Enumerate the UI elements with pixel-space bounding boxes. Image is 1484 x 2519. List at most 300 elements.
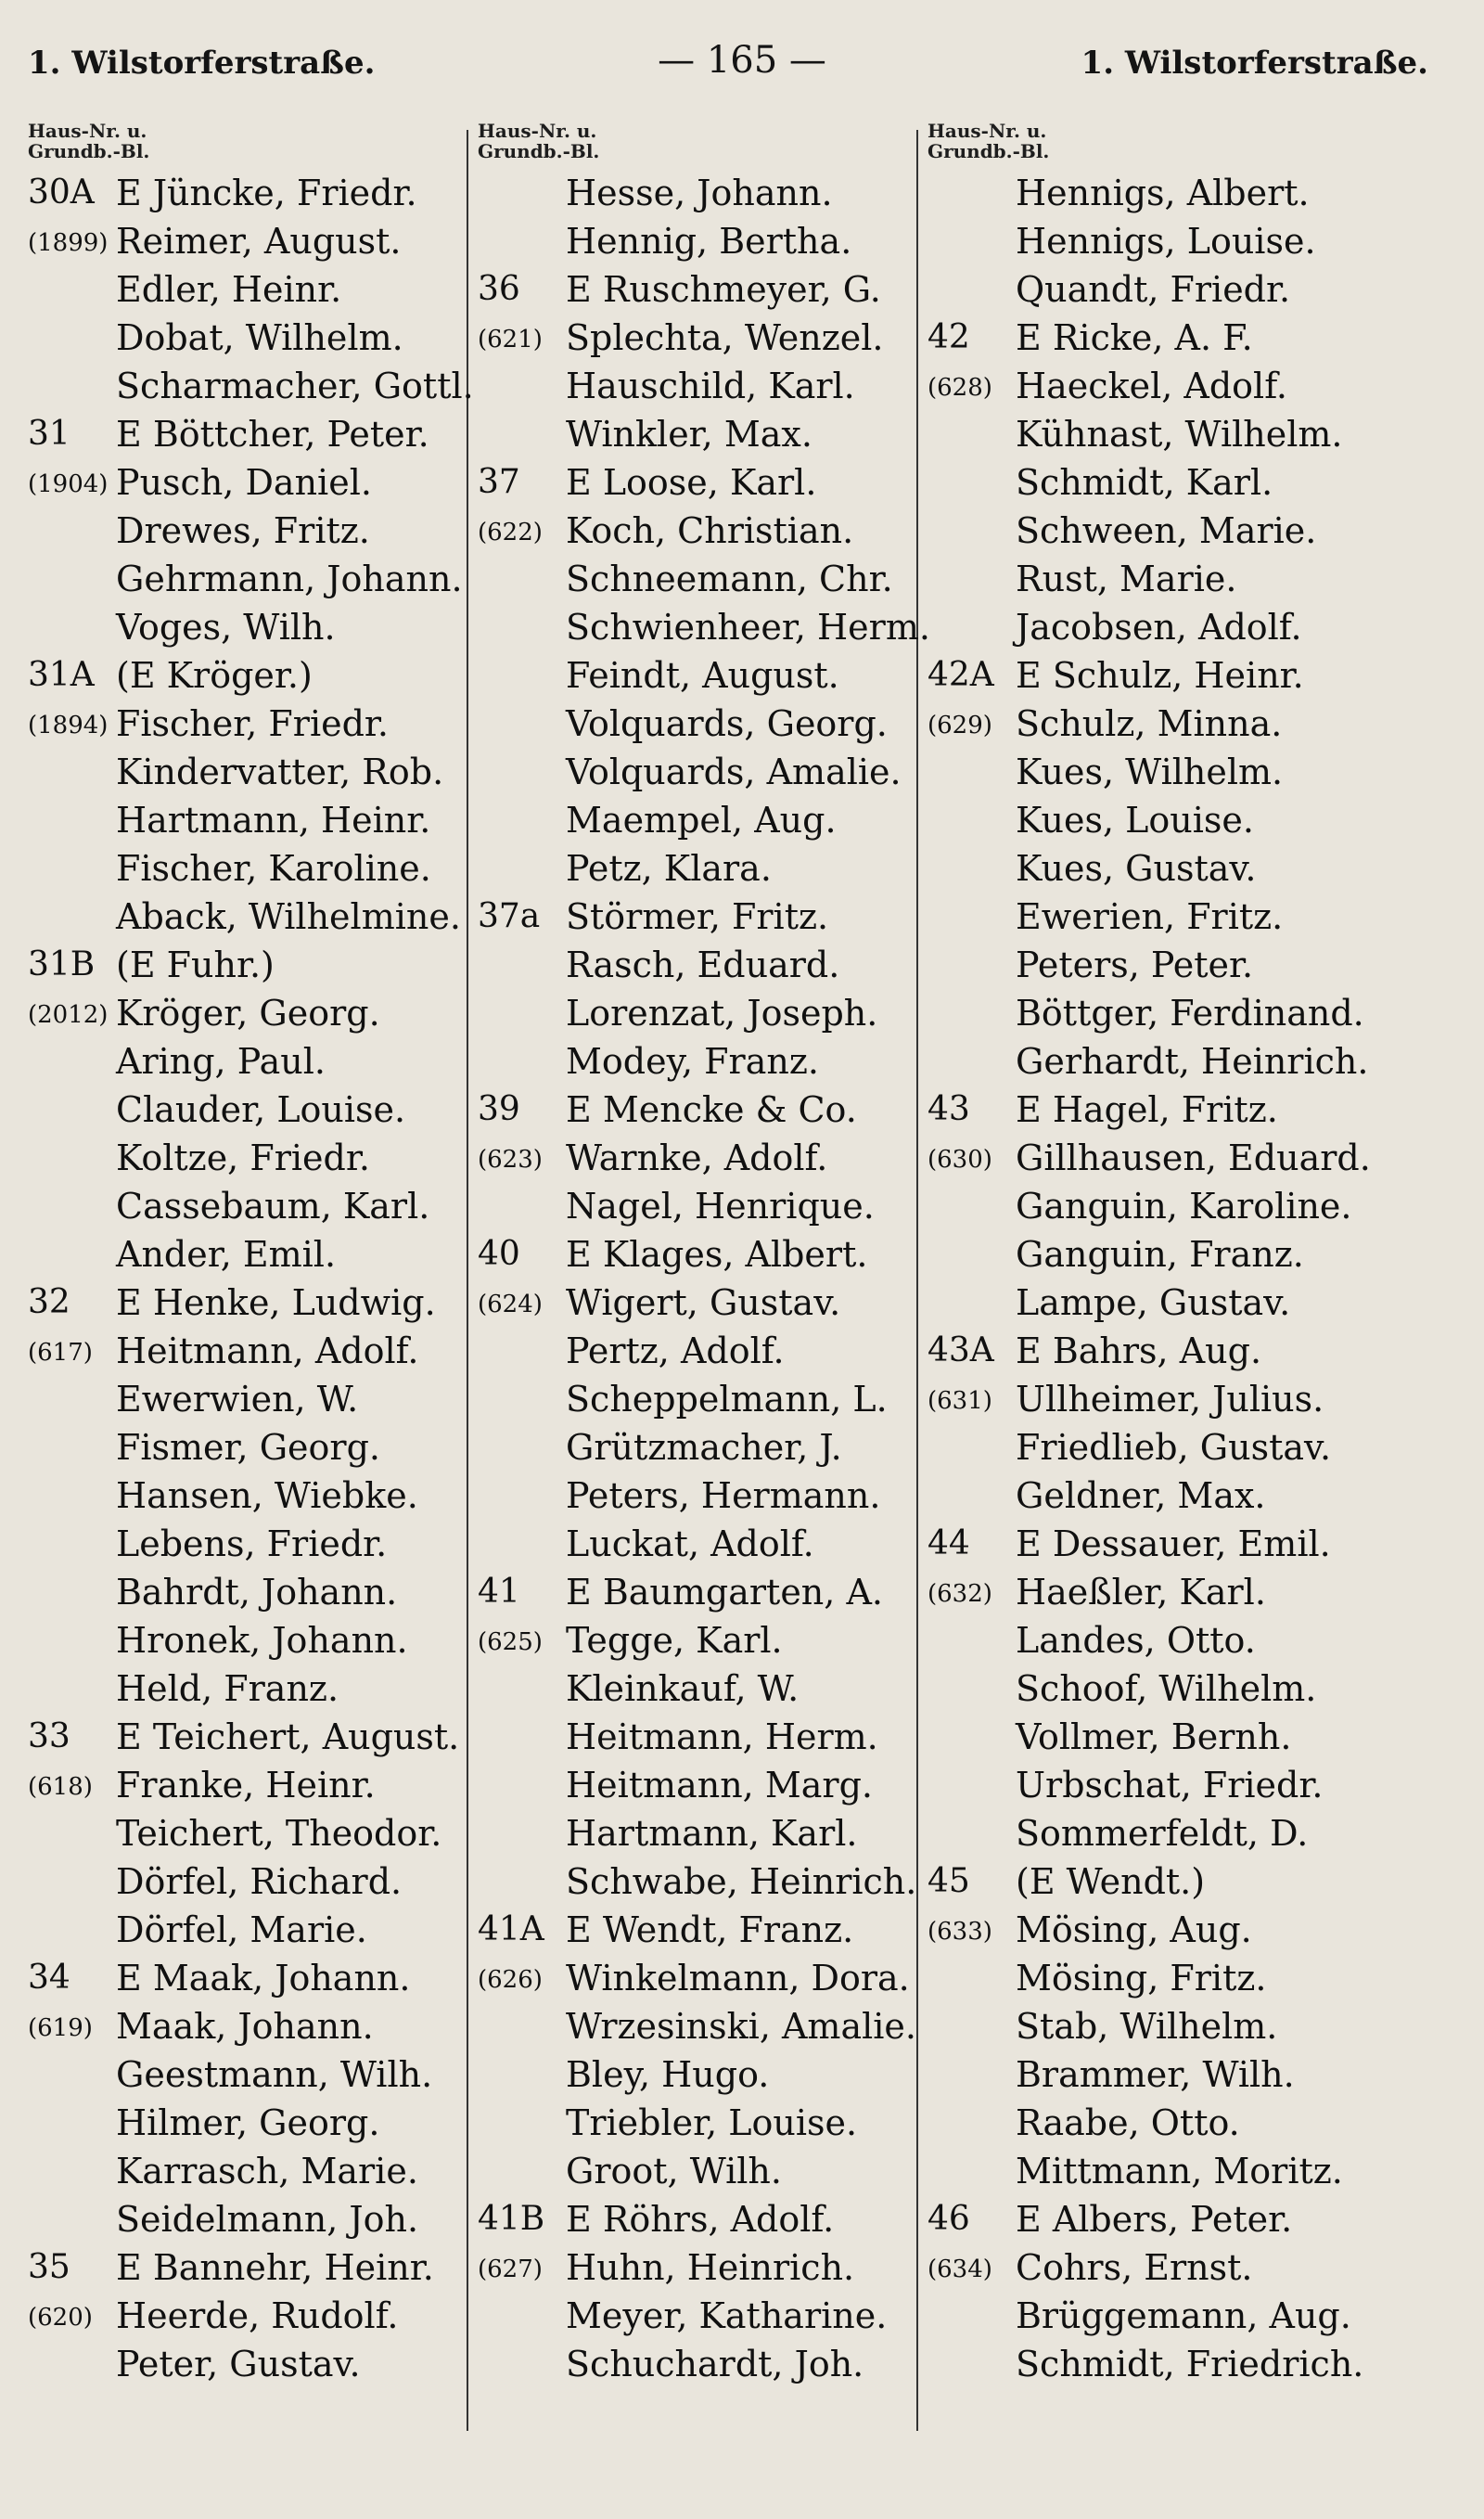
resident-name: Seidelmann, Joh. (116, 2199, 419, 2240)
resident-name: Ewerien, Fritz. (1016, 896, 1284, 937)
resident-line (28, 1037, 482, 1086)
resident-line (28, 2099, 482, 2147)
resident-name: Hennigs, Louise. (1016, 221, 1316, 262)
resident-name: Koch, Christian. (566, 510, 854, 551)
resident-name: Brüggemann, Aug. (1016, 2295, 1351, 2336)
resident-line (28, 314, 482, 362)
resident-line (28, 2292, 482, 2340)
house-entry (478, 1906, 932, 2195)
resident-line (928, 1472, 1382, 1520)
resident-line (28, 169, 482, 217)
resident-line (28, 1327, 482, 1375)
resident-line (928, 2002, 1382, 2050)
grundbuch-number: (631) (928, 1387, 992, 1415)
resident-name: Peters, Peter. (1016, 945, 1254, 985)
resident-line (28, 2050, 482, 2099)
resident-name: Volquards, Georg. (566, 703, 888, 744)
resident-name: Voges, Wilh. (116, 607, 336, 648)
resident-name: E Röhrs, Adolf. (566, 2199, 835, 2240)
resident-name: Mittmann, Moritz. (1016, 2151, 1343, 2191)
resident-line (928, 1857, 1382, 1906)
resident-name: E Ruschmeyer, G. (566, 269, 881, 310)
resident-line (478, 1664, 932, 1713)
resident-line (928, 1182, 1382, 1230)
house-entry (28, 1713, 482, 1954)
grundbuch-number: (632) (928, 1580, 992, 1608)
house-number: 36 (478, 270, 520, 308)
column-header (28, 121, 482, 169)
resident-name: Geestmann, Wilh. (116, 2054, 433, 2095)
resident-name: Wigert, Gustav. (566, 1282, 841, 1323)
running-head-left: 1. Wilstorferstraße. (28, 45, 376, 82)
resident-name: Hauschild, Karl. (566, 366, 855, 406)
resident-name: Urbschat, Friedr. (1016, 1765, 1324, 1806)
resident-name: Maak, Johann. (116, 2006, 374, 2047)
resident-name: Kues, Gustav. (1016, 848, 1257, 889)
house-number: 30A (28, 174, 95, 212)
resident-line (478, 1906, 932, 1954)
house-number: 45 (928, 1862, 970, 1900)
resident-name: E Böttcher, Peter. (116, 414, 429, 455)
resident-name: Kleinkauf, W. (566, 1668, 800, 1709)
resident-line (28, 1954, 482, 2002)
resident-line (928, 989, 1382, 1037)
resident-name: Groot, Wilh. (566, 2151, 782, 2191)
grundbuch-number: (624) (478, 1291, 543, 1318)
house-entry (28, 941, 482, 1279)
house-number: 33 (28, 1717, 70, 1755)
resident-line (28, 2340, 482, 2388)
resident-name: Rust, Marie. (1016, 559, 1237, 599)
resident-name: (E Kröger.) (116, 655, 313, 696)
resident-name: Karrasch, Marie. (116, 2151, 418, 2191)
resident-name: Ganguin, Franz. (1016, 1234, 1304, 1275)
resident-line (928, 1327, 1382, 1375)
resident-name: Peters, Hermann. (566, 1475, 881, 1516)
resident-line (478, 1520, 932, 1568)
resident-line (478, 2195, 932, 2243)
resident-line (928, 1279, 1382, 1327)
resident-line (928, 1086, 1382, 1134)
resident-line (928, 1375, 1382, 1423)
house-entry (28, 2243, 482, 2388)
column-2 (478, 121, 932, 2388)
resident-line (478, 989, 932, 1037)
resident-name: E Hagel, Fritz. (1016, 1089, 1278, 1130)
grundbuch-number: (621) (478, 326, 543, 353)
column-1 (28, 121, 482, 2388)
grundbuch-number: (626) (478, 1966, 543, 1994)
resident-name: Hronek, Johann. (116, 1620, 408, 1661)
resident-name: Winkelmann, Dora. (566, 1958, 910, 1998)
house-number: 40 (478, 1235, 520, 1273)
running-head-right: 1. Wilstorferstraße. (1081, 45, 1428, 82)
resident-line (28, 1472, 482, 1520)
resident-name: Jacobsen, Adolf. (1016, 607, 1302, 648)
resident-line (478, 1616, 932, 1664)
resident-name: Haeßler, Karl. (1016, 1572, 1266, 1613)
resident-line (478, 217, 932, 265)
resident-line (28, 458, 482, 507)
resident-name: Feindt, August. (566, 655, 839, 696)
resident-name: Petz, Klara. (566, 848, 772, 889)
house-entry (28, 1279, 482, 1713)
resident-name: Schoof, Wilhelm. (1016, 1668, 1317, 1709)
resident-line (28, 1664, 482, 1713)
resident-name: Fischer, Friedr. (116, 703, 389, 744)
resident-line (928, 1906, 1382, 1954)
resident-name: E Baumgarten, A. (566, 1572, 883, 1613)
resident-name: Heerde, Rudolf. (116, 2295, 399, 2336)
grundbuch-number: (628) (928, 374, 992, 402)
column-header (478, 121, 932, 169)
resident-name: Dörfel, Richard. (116, 1861, 403, 1902)
resident-name: Kindervatter, Rob. (116, 752, 444, 792)
resident-line (928, 2050, 1382, 2099)
resident-line (478, 603, 932, 651)
resident-name: Heitmann, Herm. (566, 1716, 878, 1757)
house-entry (928, 1520, 1382, 1857)
column-header-line: Haus-Nr. u. (28, 120, 147, 142)
resident-name: Bley, Hugo. (566, 2054, 770, 2095)
resident-name: Fismer, Georg. (116, 1427, 380, 1468)
resident-line (478, 169, 932, 217)
resident-name: Dörfel, Marie. (116, 1909, 367, 1950)
resident-line (928, 893, 1382, 941)
resident-line (478, 1857, 932, 1906)
grundbuch-number: (625) (478, 1628, 543, 1656)
resident-line (478, 651, 932, 700)
resident-name: Ullheimer, Julius. (1016, 1379, 1324, 1420)
resident-name: Stab, Wilhelm. (1016, 2006, 1278, 2047)
resident-line (478, 1713, 932, 1761)
resident-name: Aback, Wilhelmine. (116, 896, 461, 937)
resident-line (28, 2002, 482, 2050)
resident-line (28, 1906, 482, 1954)
resident-name: Sommerfeldt, D. (1016, 1813, 1309, 1854)
resident-name: Maempel, Aug. (566, 800, 837, 841)
resident-line (928, 700, 1382, 748)
resident-line (928, 2195, 1382, 2243)
resident-line (28, 1809, 482, 1857)
resident-name: Geldner, Max. (1016, 1475, 1266, 1516)
grundbuch-number: (634) (928, 2256, 992, 2283)
resident-name: E Klages, Albert. (566, 1234, 868, 1275)
grundbuch-number: (1894) (28, 712, 109, 739)
column-header (928, 121, 1382, 169)
resident-line (928, 2292, 1382, 2340)
resident-line (28, 748, 482, 796)
resident-line (928, 651, 1382, 700)
resident-name: Lebens, Friedr. (116, 1523, 388, 1564)
resident-line (478, 1134, 932, 1182)
grundbuch-number: (627) (478, 2256, 543, 2283)
house-entry (28, 1954, 482, 2243)
resident-name: Modey, Franz. (566, 1041, 819, 1082)
resident-name: Franke, Heinr. (116, 1765, 376, 1806)
resident-name: Gillhausen, Eduard. (1016, 1137, 1371, 1178)
resident-line (28, 1086, 482, 1134)
resident-name: Pusch, Daniel. (116, 462, 372, 503)
resident-line (478, 844, 932, 893)
resident-name: E Albers, Peter. (1016, 2199, 1293, 2240)
house-number: 39 (478, 1090, 520, 1128)
resident-name: Splechta, Wenzel. (566, 317, 884, 358)
house-number: 42 (928, 318, 970, 356)
resident-name: Kues, Louise. (1016, 800, 1254, 841)
resident-name: Koltze, Friedr. (116, 1137, 370, 1178)
resident-name: Pertz, Adolf. (566, 1330, 785, 1371)
resident-name: Clauder, Louise. (116, 1089, 406, 1130)
resident-line (928, 265, 1382, 314)
resident-name: Schwabe, Heinrich. (566, 1861, 917, 1902)
resident-name: Huhn, Heinrich. (566, 2247, 855, 2288)
house-number: 41B (478, 2200, 545, 2238)
resident-name: Schmidt, Friedrich. (1016, 2344, 1364, 2384)
resident-line (928, 748, 1382, 796)
grundbuch-number: (2012) (28, 1001, 109, 1029)
resident-line (478, 1761, 932, 1809)
resident-line (478, 362, 932, 410)
resident-name: E Bannehr, Heinr. (116, 2247, 434, 2288)
resident-name: Reimer, August. (116, 221, 402, 262)
resident-name: Gehrmann, Johann. (116, 559, 463, 599)
resident-line (28, 1182, 482, 1230)
resident-name: Kühnast, Wilhelm. (1016, 414, 1343, 455)
resident-name: Schween, Marie. (1016, 510, 1317, 551)
resident-line (28, 1279, 482, 1327)
grundbuch-number: (630) (928, 1146, 992, 1174)
resident-line (928, 410, 1382, 458)
resident-name: Aring, Paul. (116, 1041, 326, 1082)
resident-line (478, 2050, 932, 2099)
resident-name: Heitmann, Marg. (566, 1765, 873, 1806)
resident-line (478, 1086, 932, 1134)
resident-name: Hartmann, Karl. (566, 1813, 858, 1854)
house-number: 37 (478, 463, 520, 501)
resident-name: Cohrs, Ernst. (1016, 2247, 1253, 2288)
resident-name: Hansen, Wiebke. (116, 1475, 418, 1516)
grundbuch-number: (633) (928, 1918, 992, 1946)
resident-name: Rasch, Eduard. (566, 945, 840, 985)
house-number: 46 (928, 2200, 970, 2238)
resident-name: Teichert, Theodor. (116, 1813, 442, 1854)
resident-name: Ander, Emil. (116, 1234, 337, 1275)
column-header-line: Grundb.-Bl. (928, 140, 1050, 162)
resident-line (928, 217, 1382, 265)
resident-line (928, 507, 1382, 555)
grundbuch-number: (620) (28, 2304, 93, 2332)
column-header-line: Grundb.-Bl. (28, 140, 150, 162)
house-entry (478, 169, 932, 265)
house-entry (478, 1086, 932, 1230)
grundbuch-number: (629) (928, 712, 992, 739)
resident-line (928, 941, 1382, 989)
resident-name: Schulz, Minna. (1016, 703, 1283, 744)
resident-name: Kues, Wilhelm. (1016, 752, 1284, 792)
grundbuch-number: (617) (28, 1339, 93, 1367)
resident-line (478, 2243, 932, 2292)
resident-line (28, 893, 482, 941)
house-number: 42A (928, 656, 994, 694)
house-number: 31 (28, 415, 70, 453)
resident-name: (E Fuhr.) (116, 945, 275, 985)
resident-name: Cassebaum, Karl. (116, 1186, 430, 1227)
resident-line (478, 893, 932, 941)
resident-name: Hennig, Bertha. (566, 221, 852, 262)
resident-line (928, 458, 1382, 507)
resident-name: E Henke, Ludwig. (116, 1282, 436, 1323)
resident-name: Mösing, Aug. (1016, 1909, 1252, 1950)
house-number: 35 (28, 2248, 70, 2286)
resident-line (478, 458, 932, 507)
resident-line (28, 1761, 482, 1809)
resident-name: E Teichert, August. (116, 1716, 460, 1757)
resident-line (28, 989, 482, 1037)
resident-name: Bahrdt, Johann. (116, 1572, 398, 1613)
resident-name: E Wendt, Franz. (566, 1909, 854, 1950)
resident-name: Vollmer, Bernh. (1016, 1716, 1292, 1757)
grundbuch-number: (623) (478, 1146, 543, 1174)
resident-line (478, 700, 932, 748)
resident-line (28, 265, 482, 314)
house-entry (478, 1568, 932, 1906)
resident-line (28, 1375, 482, 1423)
resident-name: E Dessauer, Emil. (1016, 1523, 1331, 1564)
resident-line (478, 2147, 932, 2195)
resident-name: Triebler, Louise. (566, 2102, 858, 2143)
resident-line (928, 555, 1382, 603)
resident-name: Störmer, Fritz. (566, 896, 829, 937)
resident-name: Luckat, Adolf. (566, 1523, 814, 1564)
resident-name: Schwienheer, Herm. (566, 607, 930, 648)
resident-line (478, 265, 932, 314)
resident-name: Schuchardt, Joh. (566, 2344, 864, 2384)
resident-name: Raabe, Otto. (1016, 2102, 1240, 2143)
house-entry (928, 314, 1382, 651)
resident-line (28, 1568, 482, 1616)
resident-line (928, 1520, 1382, 1568)
resident-name: Drewes, Fritz. (116, 510, 370, 551)
resident-line (928, 2340, 1382, 2388)
resident-line (478, 1327, 932, 1375)
resident-name: Friedlieb, Gustav. (1016, 1427, 1332, 1468)
resident-name: Lorenzat, Joseph. (566, 993, 878, 1034)
resident-line (928, 2243, 1382, 2292)
resident-line (478, 507, 932, 555)
resident-line (28, 217, 482, 265)
resident-name: E Bahrs, Aug. (1016, 1330, 1262, 1371)
resident-name: Held, Franz. (116, 1668, 339, 1709)
resident-line (28, 2243, 482, 2292)
house-number: 31A (28, 656, 95, 694)
resident-name: Hesse, Johann. (566, 173, 833, 213)
resident-line (928, 844, 1382, 893)
resident-name: Dobat, Wilhelm. (116, 317, 403, 358)
house-entry (478, 2195, 932, 2388)
resident-name: Haeckel, Adolf. (1016, 366, 1287, 406)
resident-name: Hennigs, Albert. (1016, 173, 1310, 213)
resident-line (478, 748, 932, 796)
resident-name: Lampe, Gustav. (1016, 1282, 1291, 1323)
resident-line (928, 1616, 1382, 1664)
resident-name: Volquards, Amalie. (566, 752, 902, 792)
resident-name: Fischer, Karoline. (116, 848, 431, 889)
resident-line (478, 555, 932, 603)
resident-name: Warnke, Adolf. (566, 1137, 828, 1178)
resident-name: Scharmacher, Gottl. (116, 366, 474, 406)
resident-line (928, 1134, 1382, 1182)
resident-name: Peter, Gustav. (116, 2344, 361, 2384)
resident-line (928, 314, 1382, 362)
resident-name: E Jüncke, Friedr. (116, 173, 417, 213)
resident-name: E Schulz, Heinr. (1016, 655, 1304, 696)
resident-name: Ganguin, Karoline. (1016, 1186, 1352, 1227)
resident-line (478, 2099, 932, 2147)
resident-name: Hilmer, Georg. (116, 2102, 380, 2143)
resident-line (478, 1809, 932, 1857)
resident-line (28, 507, 482, 555)
resident-name: Quandt, Friedr. (1016, 269, 1291, 310)
resident-line (28, 1423, 482, 1472)
grundbuch-number: (618) (28, 1773, 93, 1801)
house-entry (928, 1086, 1382, 1327)
house-entry (478, 1230, 932, 1568)
resident-line (928, 1664, 1382, 1713)
resident-line (28, 1857, 482, 1906)
resident-line (28, 941, 482, 989)
resident-line (28, 700, 482, 748)
house-number: 37a (478, 897, 541, 935)
resident-line (928, 2099, 1382, 2147)
house-entry (928, 1857, 1382, 2195)
resident-name: Brammer, Wilh. (1016, 2054, 1295, 2095)
resident-name: Gerhardt, Heinrich. (1016, 1041, 1369, 1082)
house-number: 43A (928, 1331, 994, 1369)
resident-line (928, 362, 1382, 410)
resident-line (478, 314, 932, 362)
resident-name: Heitmann, Adolf. (116, 1330, 419, 1371)
resident-name: Tegge, Karl. (566, 1620, 783, 1661)
resident-line (928, 1713, 1382, 1761)
resident-line (928, 1230, 1382, 1279)
resident-name: Edler, Heinr. (116, 269, 342, 310)
resident-name: Nagel, Henrique. (566, 1186, 875, 1227)
resident-line (28, 603, 482, 651)
resident-name: Scheppelmann, L. (566, 1379, 888, 1420)
column-3 (928, 121, 1382, 2388)
resident-name: E Ricke, A. F. (1016, 317, 1253, 358)
house-entry (928, 2195, 1382, 2388)
house-entry (28, 410, 482, 651)
resident-name: Meyer, Katharine. (566, 2295, 888, 2336)
resident-line (478, 1037, 932, 1086)
resident-line (478, 1375, 932, 1423)
house-entry (928, 651, 1382, 1086)
resident-line (28, 796, 482, 844)
resident-line (478, 1954, 932, 2002)
resident-line (28, 651, 482, 700)
resident-line (928, 1761, 1382, 1809)
resident-line (478, 1230, 932, 1279)
column-header-line: Grundb.-Bl. (478, 140, 600, 162)
resident-name: Schmidt, Karl. (1016, 462, 1273, 503)
resident-name: Mösing, Fritz. (1016, 1958, 1267, 1998)
resident-name: (E Wendt.) (1016, 1861, 1206, 1902)
resident-name: Kröger, Georg. (116, 993, 380, 1034)
resident-line (478, 1472, 932, 1520)
resident-name: Landes, Otto. (1016, 1620, 1256, 1661)
